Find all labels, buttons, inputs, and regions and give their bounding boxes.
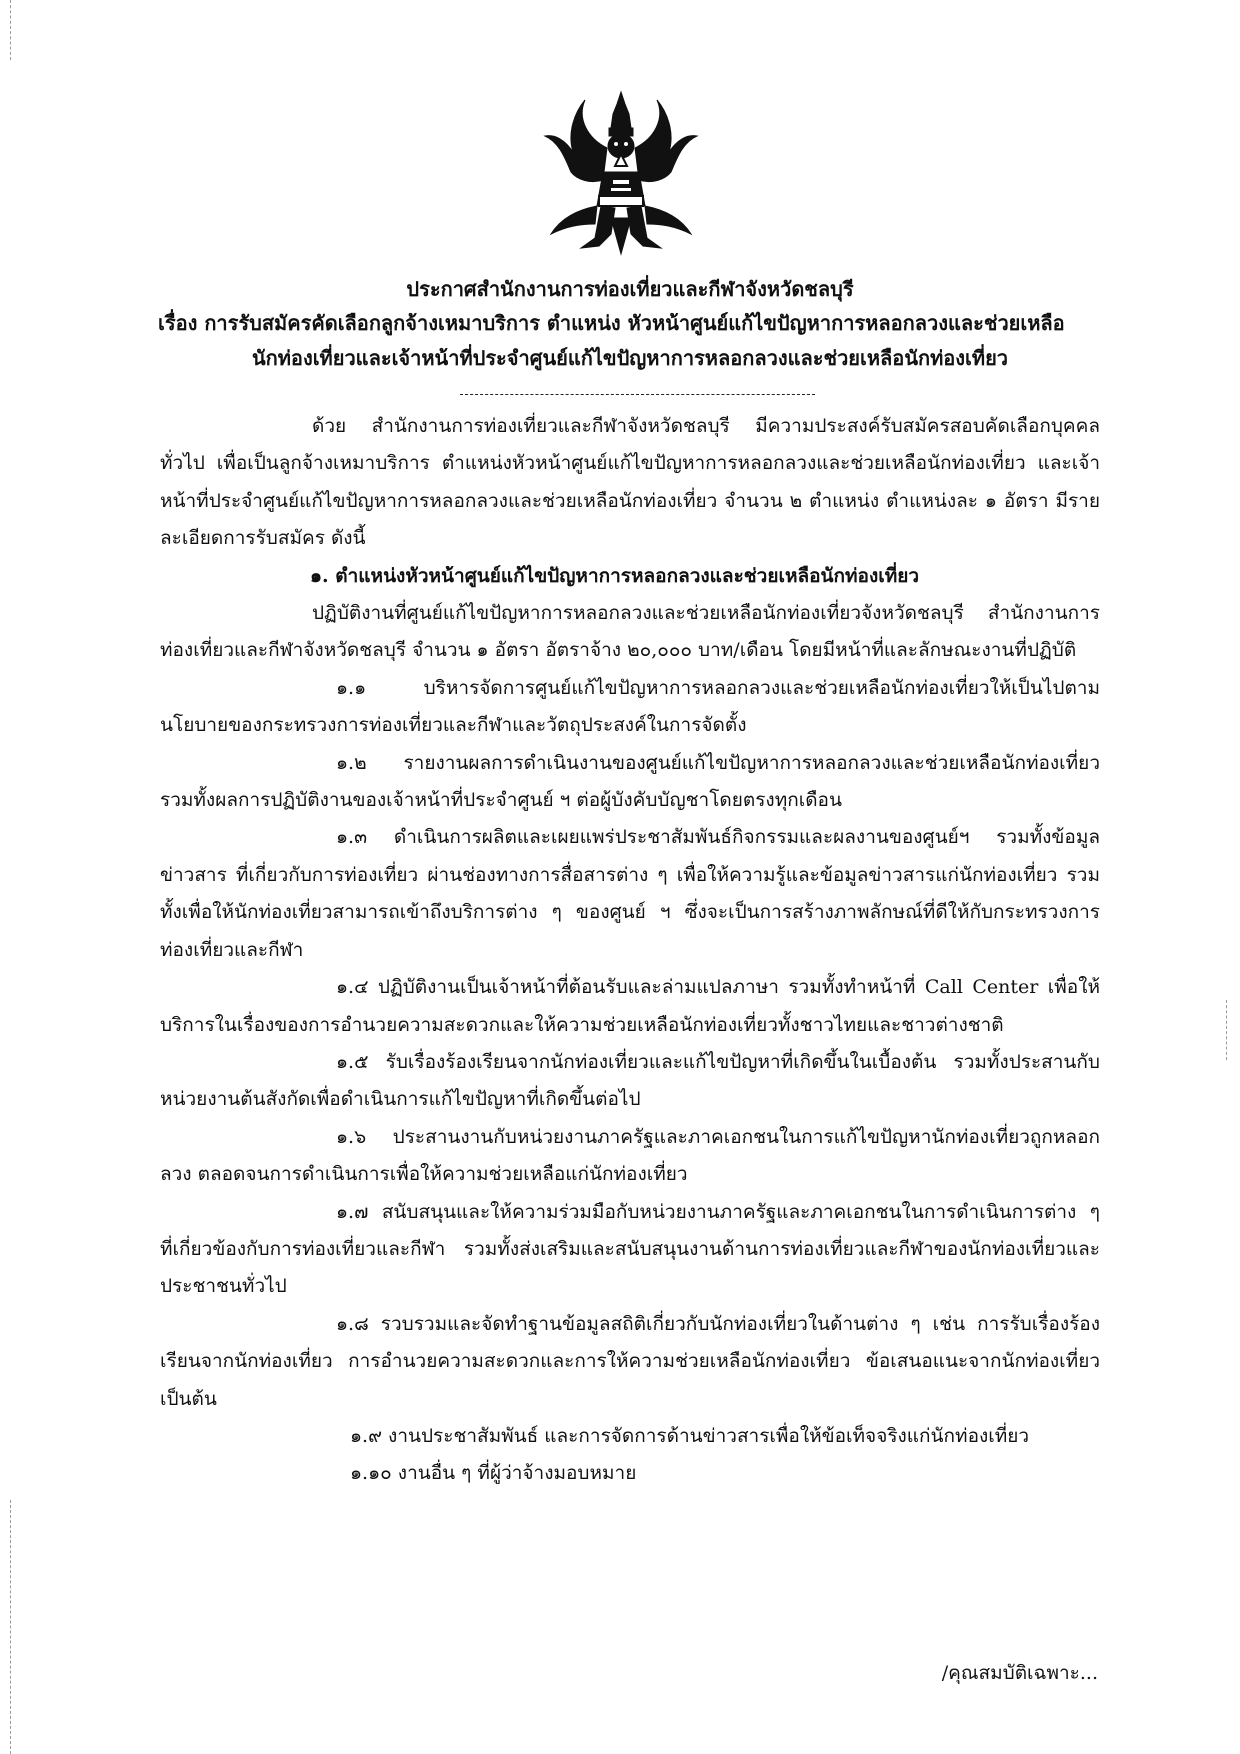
duty-item-short: ๑.๙ งานประชาสัมพันธ์ และการจัดการด้านข่าวสารเพื่อให้ข้อเท็จจริงแก่นักท่องเที่ยว xyxy=(350,1424,1030,1447)
announcement-subject-continued: นักท่องเที่ยวและเจ้าหน้าที่ประจำศูนย์แก้ไขปัญหาการหลอกลวงและช่วยเหลือนักท่องเที่ยว xyxy=(251,346,1009,370)
announcement-title: ประกาศสำนักงานการท่องเที่ยวและกีฬาจังหวัดชลบุรี xyxy=(406,277,854,301)
section-heading: ๑. ตำแหน่งหัวหน้าศูนย์แก้ไขปัญหาการหลอกลวงและช่วยเหลือนักท่องเที่ยว xyxy=(310,564,920,587)
header-divider xyxy=(460,394,815,395)
duty-item: ๑.๕ รับเรื่องร้องเรียนจากนักท่องเที่ยวและแก้ไขปัญหาที่เกิดขึ้นในเบื้องต้น รวมทั้งประสานกับหน่วยงานต้นสังกัดเพื่อดำเนินการแก้ไขปัญหาที่เกิดขึ้นต่อไป xyxy=(160,1050,1100,1111)
garuda-emblem-icon xyxy=(537,88,705,260)
continued-on-next-page: /คุณสมบัติเฉพาะ... xyxy=(941,1662,1098,1684)
scan-margin-line xyxy=(10,0,11,60)
document-body xyxy=(160,408,1100,1493)
duty-item: ๑.๑ บริหารจัดการศูนย์แก้ไขปัญหาการหลอกลวงและช่วยเหลือนักท่องเที่ยวให้เป็นไปตามนโยบายของกระทรวงการท่องเที่ยวและกีฬาและวัตถุประสงค์ในการจัดตั้ง xyxy=(160,676,1100,737)
intro-paragraph: ด้วย สำนักงานการท่องเที่ยวและกีฬาจังหวัดชลบุรี มีความประสงค์รับสมัครสอบคัดเลือกบุคคลทั่วไป เพื่อเป็นลูกจ้างเหมาบริการ ตำแหน่งหัวหน้าศูนย์แก้ไขปัญหาการหลอกลวงและช่วยเหลือนักท่องเที่ยว และเจ้าหน้าที่ประจำศูนย์แก้ไขปัญหาการหลอกลวงและช่วยเหลือนักท่องเที่ยว จำนวน ๒ ตำแหน่ง ตำแหน่งละ ๑ อัตรา มีรายละเอียดการรับสมัคร ดังนี้ xyxy=(160,415,1100,550)
duty-item: ๑.๓ ดำเนินการผลิตและเผยแพร่ประชาสัมพันธ์กิจกรรมและผลงานของศูนย์ฯ รวมทั้งข้อมูลข่าวสาร ที่เกี่ยวกับการท่องเที่ยว ผ่านช่องทางการสื่อสารต่าง ๆ เพื่อให้ความรู้และข้อมูลข่าวสารแก่นักท่องเที่ยว รวมทั้งเพื่อให้นักท่องเที่ยวสามารถเข้าถึงบริการต่าง ๆ ของศูนย์ ฯ ซึ่งจะเป็นการสร้างภาพลักษณ์ที่ดีให้กับกระทรวงการท่องเที่ยวและกีฬา xyxy=(160,826,1100,961)
duty-item: ๑.๔ ปฏิบัติงานเป็นเจ้าหน้าที่ต้อนรับและล่ามแปลภาษา รวมทั้งทำหน้าที่ Call Center เพื่อให้บริการในเรื่องของการอำนวยความสะดวกและให้ความช่วยเหลือนักท่องเที่ยวทั้งชาวไทยและชาวต่างชาติ xyxy=(160,976,1100,1036)
announcement-subject: เรื่อง การรับสมัครคัดเลือกลูกจ้างเหมาบริการ ตำแหน่ง หัวหน้าศูนย์แก้ไขปัญหาการหลอกลวงและช่วยเหลือ xyxy=(158,311,1065,335)
duty-item: ๑.๖ ประสานงานกับหน่วยงานภาครัฐและภาคเอกชนในการแก้ไขปัญหานักท่องเที่ยวถูกหลอกลวง ตลอดจนการดำเนินการเพื่อให้ความช่วยเหลือแก่นักท่องเที่ยว xyxy=(160,1125,1100,1186)
scan-margin-line xyxy=(1226,1000,1227,1060)
duty-item: ๑.๗ สนับสนุนและให้ความร่วมมือกับหน่วยงานภาครัฐและภาคเอกชนในการดำเนินการต่าง ๆ ที่เกี่ยวข้องกับการท่องเที่ยวและกีฬา รวมทั้งส่งเสริมและสนับสนุนงานด้านการท่องเที่ยวและกีฬาของนักท่องเที่ยวและประชาชนทั่วไป xyxy=(160,1200,1100,1298)
duty-item-short: ๑.๑๐ งานอื่น ๆ ที่ผู้ว่าจ้างมอบหมาย xyxy=(350,1462,637,1485)
section-description: ปฏิบัติงานที่ศูนย์แก้ไขปัญหาการหลอกลวงและช่วยเหลือนักท่องเที่ยวจังหวัดชลบุรี สำนักงานการท่องเที่ยวและกีฬาจังหวัดชลบุรี จำนวน ๑ อัตรา อัตราจ้าง ๒๐,๐๐๐ บาท/เดือน โดยมีหน้าที่และลักษณะงานที่ปฏิบัติ xyxy=(160,602,1100,662)
scan-margin-line xyxy=(10,1500,11,1754)
duty-item: ๑.๘ รวบรวมและจัดทำฐานข้อมูลสถิติเกี่ยวกับนักท่องเที่ยวในด้านต่าง ๆ เช่น การรับเรื่องร้องเรียนจากนักท่องเที่ยว การอำนวยความสะดวกและการให้ความช่วยเหลือนักท่องเที่ยว ข้อเสนอแนะจากนักท่องเที่ยว เป็นต้น xyxy=(160,1312,1100,1410)
duty-item: ๑.๒ รายงานผลการดำเนินงานของศูนย์แก้ไขปัญหาการหลอกลวงและช่วยเหลือนักท่องเที่ยว รวมทั้งผลการปฏิบัติงานของเจ้าหน้าที่ประจำศูนย์ ฯ ต่อผู้บังคับบัญชาโดยตรงทุกเดือน xyxy=(160,751,1100,812)
